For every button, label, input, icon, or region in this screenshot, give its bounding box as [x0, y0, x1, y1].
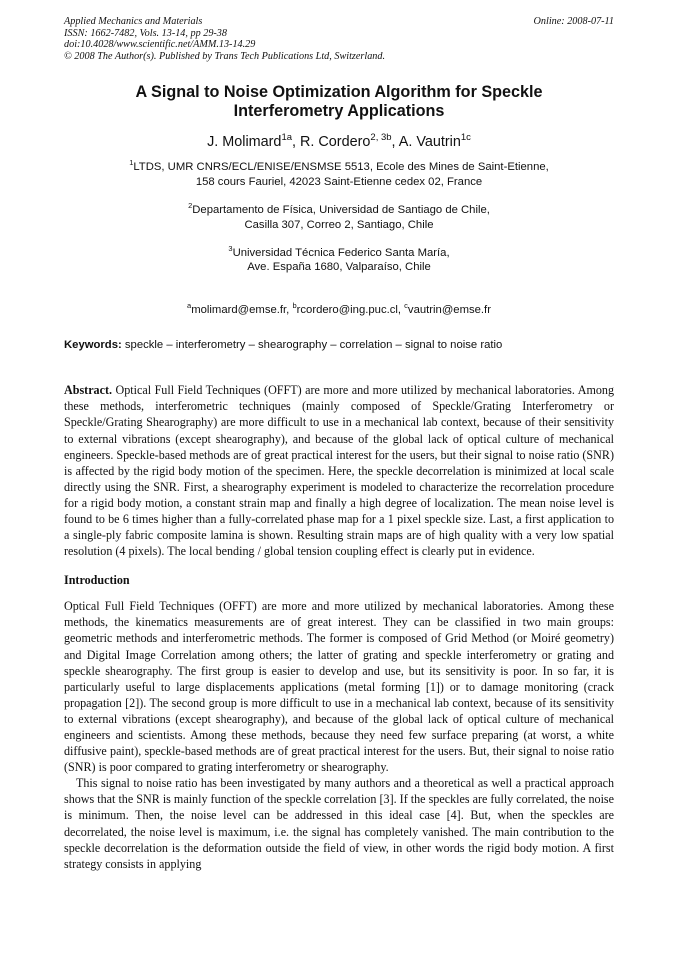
affiliation-2 — [64, 198, 614, 233]
author-list: J. Molimard$^{1a}$, R. Cordero$^{2, 3b}$, A. Vautrin$^{1c}$ — [207, 132, 471, 151]
author-name: J. Molimard — [207, 134, 282, 151]
author-name: A. Vautrin — [398, 134, 461, 151]
affil-mark: 2 — [188, 200, 193, 210]
email-mark: a — [187, 301, 192, 311]
email-address: molimard@emse.fr, — [191, 304, 293, 317]
affil-mark: 1 — [129, 158, 134, 168]
affiliation-3 — [64, 241, 614, 276]
affil-line: LTDS, UMR CNRS/ECL/ENISE/ENSMSE 5513, Ecole des Mines de Saint-Etienne, — [133, 160, 549, 173]
author-affil-mark: 1a — [281, 132, 293, 144]
affiliation-1 — [64, 155, 614, 190]
paper-title: A Signal to Noise Optimization Algorithm for Speckle Interferometry Applications — [135, 83, 543, 121]
abstract-text: Optical Full Field Techniques (OFFT) are more and more utilized by mechanical laboratories. Among these methods, interferometric techniques (mainly composed of Speckle/Grating Interferometry or Speckle/Grating Shearography) are more difficult to use in a mechanical lab context, because of their sensitivity to external vibrations (except shearography), and because of the global lack of optical culture of mechanical engineers. Speckle-based methods are of great practical interest for the users, but their signal to noise ratio (SNR) is affected by the rigid body motion of the specimen. Here, the speckle decorrelation is minimized at local scale directly using the SNR. First, a shearography experiment is modeled to characterize the recorrelation procedure for a rigid body motion, a constant strain map and finally a high degree of localization. The mean noise level is found to be 6 times higher than a fully-correlated phase map for a 1 pixel speckle size. Last, a first application to a single-ply fabric composite lamina is shown. Resulting strain maps are of high quality with a very low spatial resolution (4 pixels). The local bending / global tension coupling effect is clearly put in evidence. — [64, 383, 614, 559]
intro-paragraph-1: Optical Full Field Techniques (OFFT) are more and more utilized by mechanical laboratories. Among these methods, the kinematics measurements are of great interest. They can be classified in two main groups: geometric methods and interferometric methods. The former is composed of Grid Method (or Moiré geometry) and Digital Image Correlation among others; the latter of grating and speckle interferometry or grating and speckle shearography. The first group is easier to develop and use, but its sensitivity is poor. In so far, it is particularly useful to large displacements applications (metal forming [1]) or to damage monitoring (crack propagation [2]). The second group is more difficult to use in a mechanical lab context, because of its sensitivity to external vibrations (except shearography), and because of the global lack of optical culture of mechanical engineers and scientists. Among these methods, because they need few surface preparing (at worst, a white diffusive paint), speckle-based methods are of great practical interest for the users. But, their signal to noise ratio (SNR) is poor compared to grating interferometry or shearography. — [64, 599, 614, 775]
affil-line: Universidad Técnica Federico Santa María, — [232, 246, 450, 259]
keywords-label: Keywords: — [64, 339, 122, 352]
affil-mark: 3 — [228, 243, 233, 253]
affil-line: Departamento de Física, Universidad de Santiago de Chile, — [192, 203, 490, 216]
abstract — [64, 382, 614, 559]
journal-header — [64, 16, 614, 62]
email-list — [64, 301, 614, 316]
journal-name: Applied Mechanics and Materials — [64, 16, 203, 27]
email-address: vautrin@emse.fr — [407, 304, 491, 317]
section-heading: Introduction — [64, 573, 130, 588]
email-mark: b — [292, 301, 297, 311]
affil-line: Casilla 307, Correo 2, Santiago, Chile — [244, 218, 434, 231]
author-affil-mark: 2, 3b — [370, 132, 392, 144]
email-mark: c — [404, 301, 408, 311]
affil-line: 158 cours Fauriel, 42023 Saint-Etienne cedex 02, France — [195, 175, 483, 188]
author-affil-mark: 1c — [460, 132, 471, 144]
intro-paragraph-2: This signal to noise ratio has been investigated by many authors and a theoretical as well a practical approach shows that the SNR is mainly function of the speckle correlation [3]. If the speckles are fully correlated, the noise is minimum. Then, the noise level can be addressed in this ideal case [4]. But, when the speckles are decorrelated, the noise level is maximum, i.e. the signal has completely vanished. The main contribution to the speckle decorrelation is the deformation outside the field of view, in other words the rigid body motion. A first strategy consists in applying — [64, 776, 614, 871]
keywords — [64, 339, 614, 351]
issn-line: ISSN: 1662-7482, Vols. 13-14, pp 29-38 — [64, 27, 227, 39]
abstract-label: Abstract. — [64, 383, 113, 398]
online-date: Online: 2008-07-11 — [533, 16, 614, 27]
keywords-text: speckle – interferometry – shearography – correlation – signal to noise ratio — [124, 339, 503, 352]
affil-line: Ave. España 1680, Valparaíso, Chile — [247, 261, 431, 274]
doi-line: doi:10.4028/www.scientific.net/AMM.13-14.29 — [64, 39, 256, 51]
email-address: rcordero@ing.puc.cl, — [296, 304, 405, 317]
copyright-line: © 2008 The Author(s). Published by Trans Tech Publications Ltd, Switzerland. — [64, 50, 386, 62]
author-name: R. Cordero — [300, 134, 371, 151]
